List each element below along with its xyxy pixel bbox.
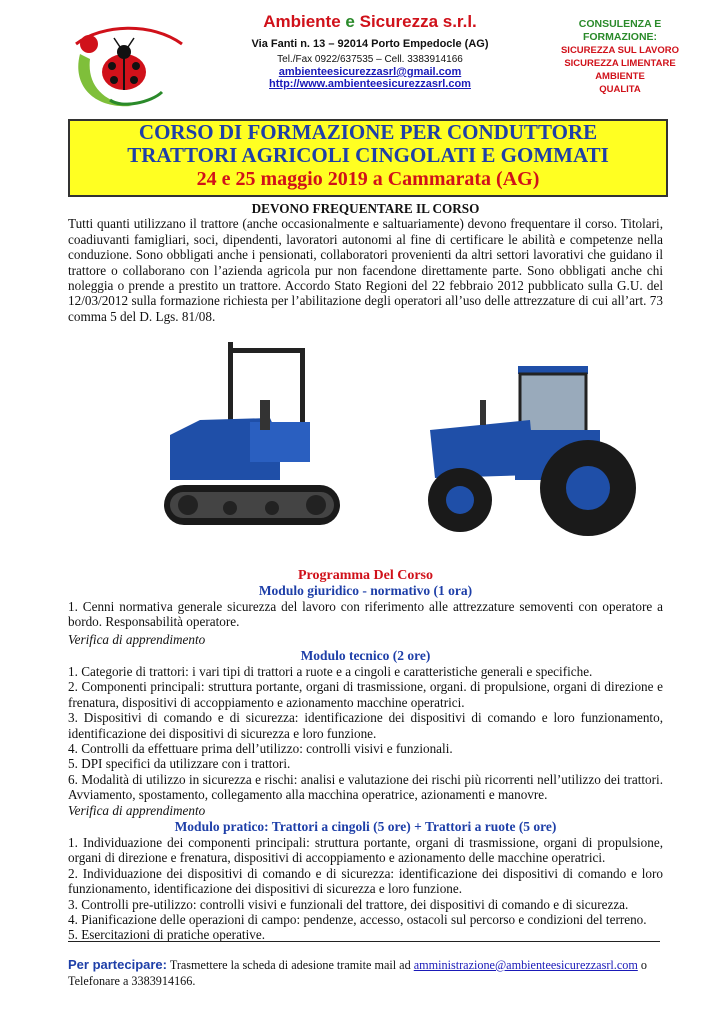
footer-participate — [68, 957, 668, 989]
list-item: 1. Individuazione dei componenti principali: struttura portante, organi di trasmissione, organi di propulsione, organi di direzione e frenatura, dispositivi di accoppiamento e azionamento delle macchine operatrici. — [68, 835, 663, 866]
module1-title: Modulo giuridico - normativo (1 ora) — [258, 583, 473, 598]
service-item: SICUREZZA SUL LAVORO — [560, 45, 680, 56]
course-date-location: 24 e 25 maggio 2019 a Cammarata (AG) — [196, 168, 540, 190]
intro-section — [68, 201, 663, 324]
company-email-link[interactable]: ambienteesicurezzasrl@gmail.com — [278, 66, 462, 78]
list-item: 5. Esercitazioni di pratiche operative. — [68, 927, 265, 943]
list-item: 5. DPI specifici da utilizzare con i trattori. — [68, 756, 291, 772]
company-logo — [62, 14, 197, 114]
services-title-1: CONSULENZA E — [578, 18, 662, 30]
company-address: Via Fanti n. 13 – 92014 Porto Empedocle (AG) — [251, 38, 489, 50]
services-title-2: FORMAZIONE: — [582, 31, 658, 43]
list-item: 2. Individuazione dei dispositivi di comando e di sicurezza: identificazione dei dispositivi di comando e loro funzionamento, identificazione dei dispositivi di sicurezza e loro funzione. — [68, 865, 663, 897]
intro-heading: DEVONO FREQUENTARE IL CORSO — [251, 201, 480, 216]
program-title: Programma Del Corso — [297, 568, 434, 583]
module2-verification: Verifica di apprendimento — [68, 803, 206, 818]
footer-email-link[interactable]: amministrazione@ambienteesicurezzasrl.com — [413, 958, 638, 972]
intro-body: Tutti quanti utilizzano il trattore (anche occasionalmente e saltuariamente) devono frequentare il corso. Titolari, coadiuvanti famigliari, soci, dipendenti, lavoratori autonomi al fine di certificare le abilità e competenze nella conduzione. Sono obbligati anche i pensionati, collaboratori provenienti da altri settori lavorativi che guidano il trattore o collaborano con l’azienda agricola pur non facendone direttamente parte. Sono obbligati anche chi noleggia o prende a prestito un trattore. Accordo Stato Regioni del 22 febbraio 2012 pubblicato sulla G.U. del 12/03/2012 sulla formazione richiesta per l’abilitazione degli operatori all’uso delle attrezzature di cui all’art. 73 comma 5 del D. Lgs. 81/08. — [68, 216, 663, 324]
crawler-tractor-image — [160, 340, 340, 558]
course-title-line2: TRATTORI AGRICOLI CINGOLATI E GOMMATI — [127, 143, 609, 167]
company-name-part2: Sicurezza s.r.l. — [359, 12, 477, 31]
list-item: 4. Controlli da effettuare prima dell’utilizzo: controlli visivi e funzionali. — [68, 741, 453, 757]
service-item: SICUREZZA LIMENTARE — [564, 58, 676, 69]
footer-divider — [68, 941, 660, 942]
list-item: 2. Componenti principali: struttura portante, organi di trasmissione, organi. di propulsione, organi di direzione e frenatura, dispositivi di accoppiamento e azionamento macchine operatrici. — [68, 679, 663, 710]
list-item: 3. Controlli pre-utilizzo: controlli visivi e funzionali del trattore, dei dispositivi di comando e di sicurezza. — [68, 896, 629, 912]
wheeled-tractor-image — [400, 360, 640, 550]
course-title-line1: CORSO DI FORMAZIONE PER CONDUTTORE — [138, 120, 598, 144]
services-box — [540, 18, 700, 96]
company-name-amp: e — [345, 12, 355, 31]
footer-lead: Per partecipare: — [68, 957, 167, 972]
module2-title: Modulo tecnico (2 ore) — [300, 648, 431, 663]
company-phone: Tel./Fax 0922/637535 – Cell. 3383914166 — [277, 54, 463, 65]
company-name-part1: Ambiente — [263, 12, 341, 31]
module2-list — [68, 664, 663, 803]
company-name — [250, 12, 490, 32]
list-item: 4. Pianificazione delle operazioni di campo: pendenze, accesso, ostacoli sul percorso e condizioni del terreno. — [68, 912, 647, 928]
module1-verification: Verifica di apprendimento — [68, 632, 206, 647]
service-item: QUALITA — [599, 84, 641, 95]
list-item: 1. Cenni normativa generale sicurezza del lavoro con riferimento alle attrezzature semoventi con operatore a bordo. Responsabilità operatore. — [68, 599, 663, 630]
company-website-link[interactable]: http://www.ambienteesicurezzasrl.com — [269, 78, 471, 90]
footer-text2: o Telefonare a 3383914166. — [68, 958, 647, 988]
list-item: 1. Categorie di trattori: i vari tipi di trattori a ruote e a cingoli e caratteristiche generali e specifiche. — [68, 664, 593, 679]
module3-list — [68, 835, 663, 943]
footer-text: Trasmettere la scheda di adesione tramite mail ad — [167, 958, 414, 972]
list-item: 3. Dispositivi di comando e di sicurezza: identificazione dei dispositivi di comando e loro funzionamento, identificazione dei dispositivi di sicurezza e loro funzione. — [68, 710, 663, 741]
module1-list — [68, 599, 663, 630]
module3-title: Modulo pratico: Trattori a cingoli (5 ore) + Trattori a ruote (5 ore) — [174, 819, 557, 834]
course-title-box — [68, 119, 668, 197]
list-item: 6. Modalità di utilizzo in sicurezza e rischi: analisi e valutazione dei rischi più ricorrenti nell’utilizzo dei trattori. Avviamento, spostamento, collegamento alla macchina operatrice, azionamenti e manovre. — [68, 771, 663, 803]
service-item: AMBIENTE — [595, 71, 645, 82]
